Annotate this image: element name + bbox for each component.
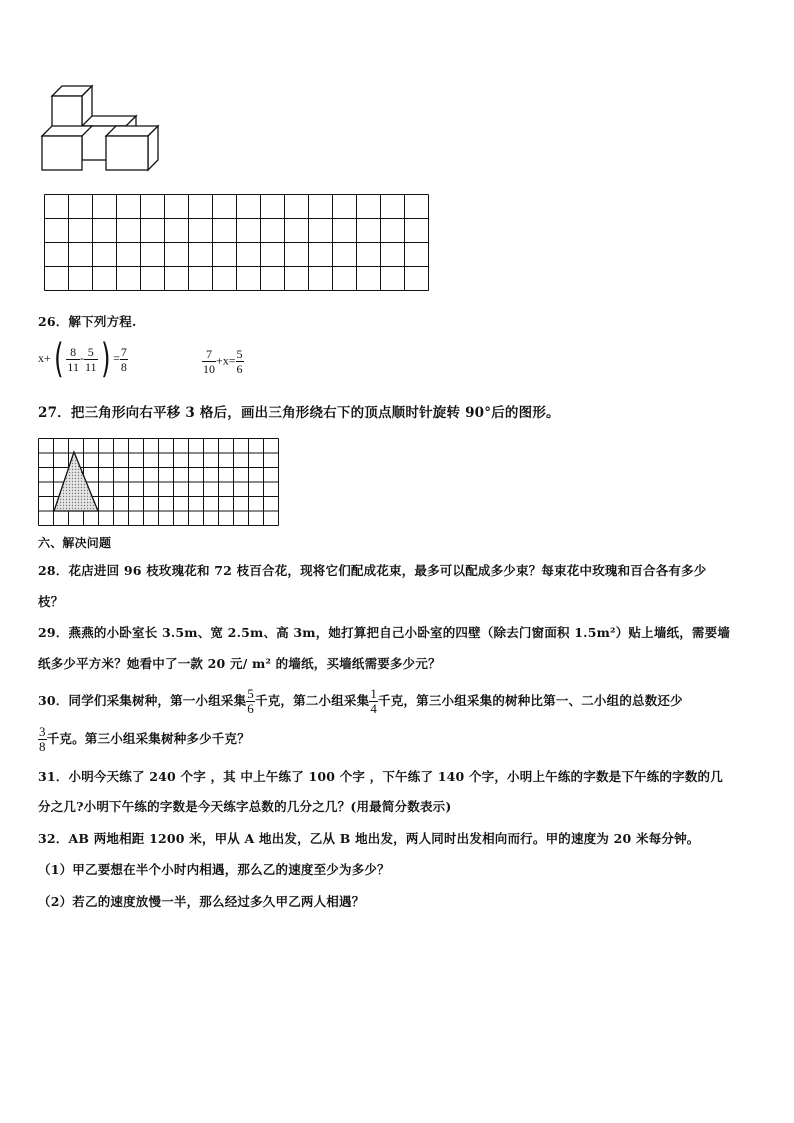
question-29-line1: 29．燕燕的小卧室长 3.5m、宽 2.5m、高 3m，她打算把自己小卧室的四壁（除去门窗面积 1.5m²）贴上墙纸，需要墙 [38, 625, 731, 640]
question-27: 27．把三角形向右平移 3 格后，画出三角形绕右下的顶点顺时针旋转 90°后的图形。 [38, 405, 560, 421]
question-29-line2: 纸多少平方米？她看中了一款 20 元/ m² 的墙纸，买墙纸需要多少元？ [38, 656, 441, 671]
question-32-sub1: （1）甲乙要想在半个小时内相遇，那么乙的速度至少为多少？ [38, 862, 390, 877]
question-31-line1: 31．小明今天练了 240 个字 ，其 中上午练了 100 个字 ，下午练了 140 个字，小明上午练的字数是下午练的字数的几 [38, 769, 723, 784]
question-32-line1: 32．AB 两地相距 1200 米，甲从 A 地出发，乙从 B 地出发，两人同时出发相向而行。甲的速度为 20 米每分钟。 [38, 831, 700, 846]
cube-figure [38, 82, 168, 174]
equation-1: x+( $\frac{8}{11}$ - $\frac{5}{11}$ ) = $\frac{7}{8}$ [38, 336, 127, 382]
question-28-line2: 枝？ [38, 594, 64, 609]
empty-grid [44, 194, 432, 292]
section-title: 六、解决问题 [38, 536, 112, 550]
equation-2: $\frac{7}{10}$ +x= $\frac{5}{6}$ [203, 347, 243, 376]
question-28-line1: 28．花店进回 96 枝玫瑰花和 72 枝百合花，现将它们配成花束，最多可以配成多少束？每束花中玫瑰和百合各有多少 [38, 563, 707, 578]
question-31-line2: 分之几?小明下午练的字数是今天练字总数的几分之几？(用最简分数表示) [38, 799, 452, 814]
question-32-sub2: （2）若乙的速度放慢一半，那么经过多久甲乙两人相遇？ [38, 894, 365, 909]
question-30-line1: 30．同学们采集树种，第一小组采集 $\frac{5}{6}$ 千克，第二小组采集 $\frac{1}{4}$ 千克，第三小组采集的树种比第一、二小组的总数还少 [38, 686, 683, 716]
question-30-line2: $\frac{3}{8}$ 千克。第三小组采集树种多少千克？ [39, 724, 250, 754]
question-26-title: 26．解下列方程. [38, 314, 137, 329]
triangle-grid [38, 438, 282, 528]
